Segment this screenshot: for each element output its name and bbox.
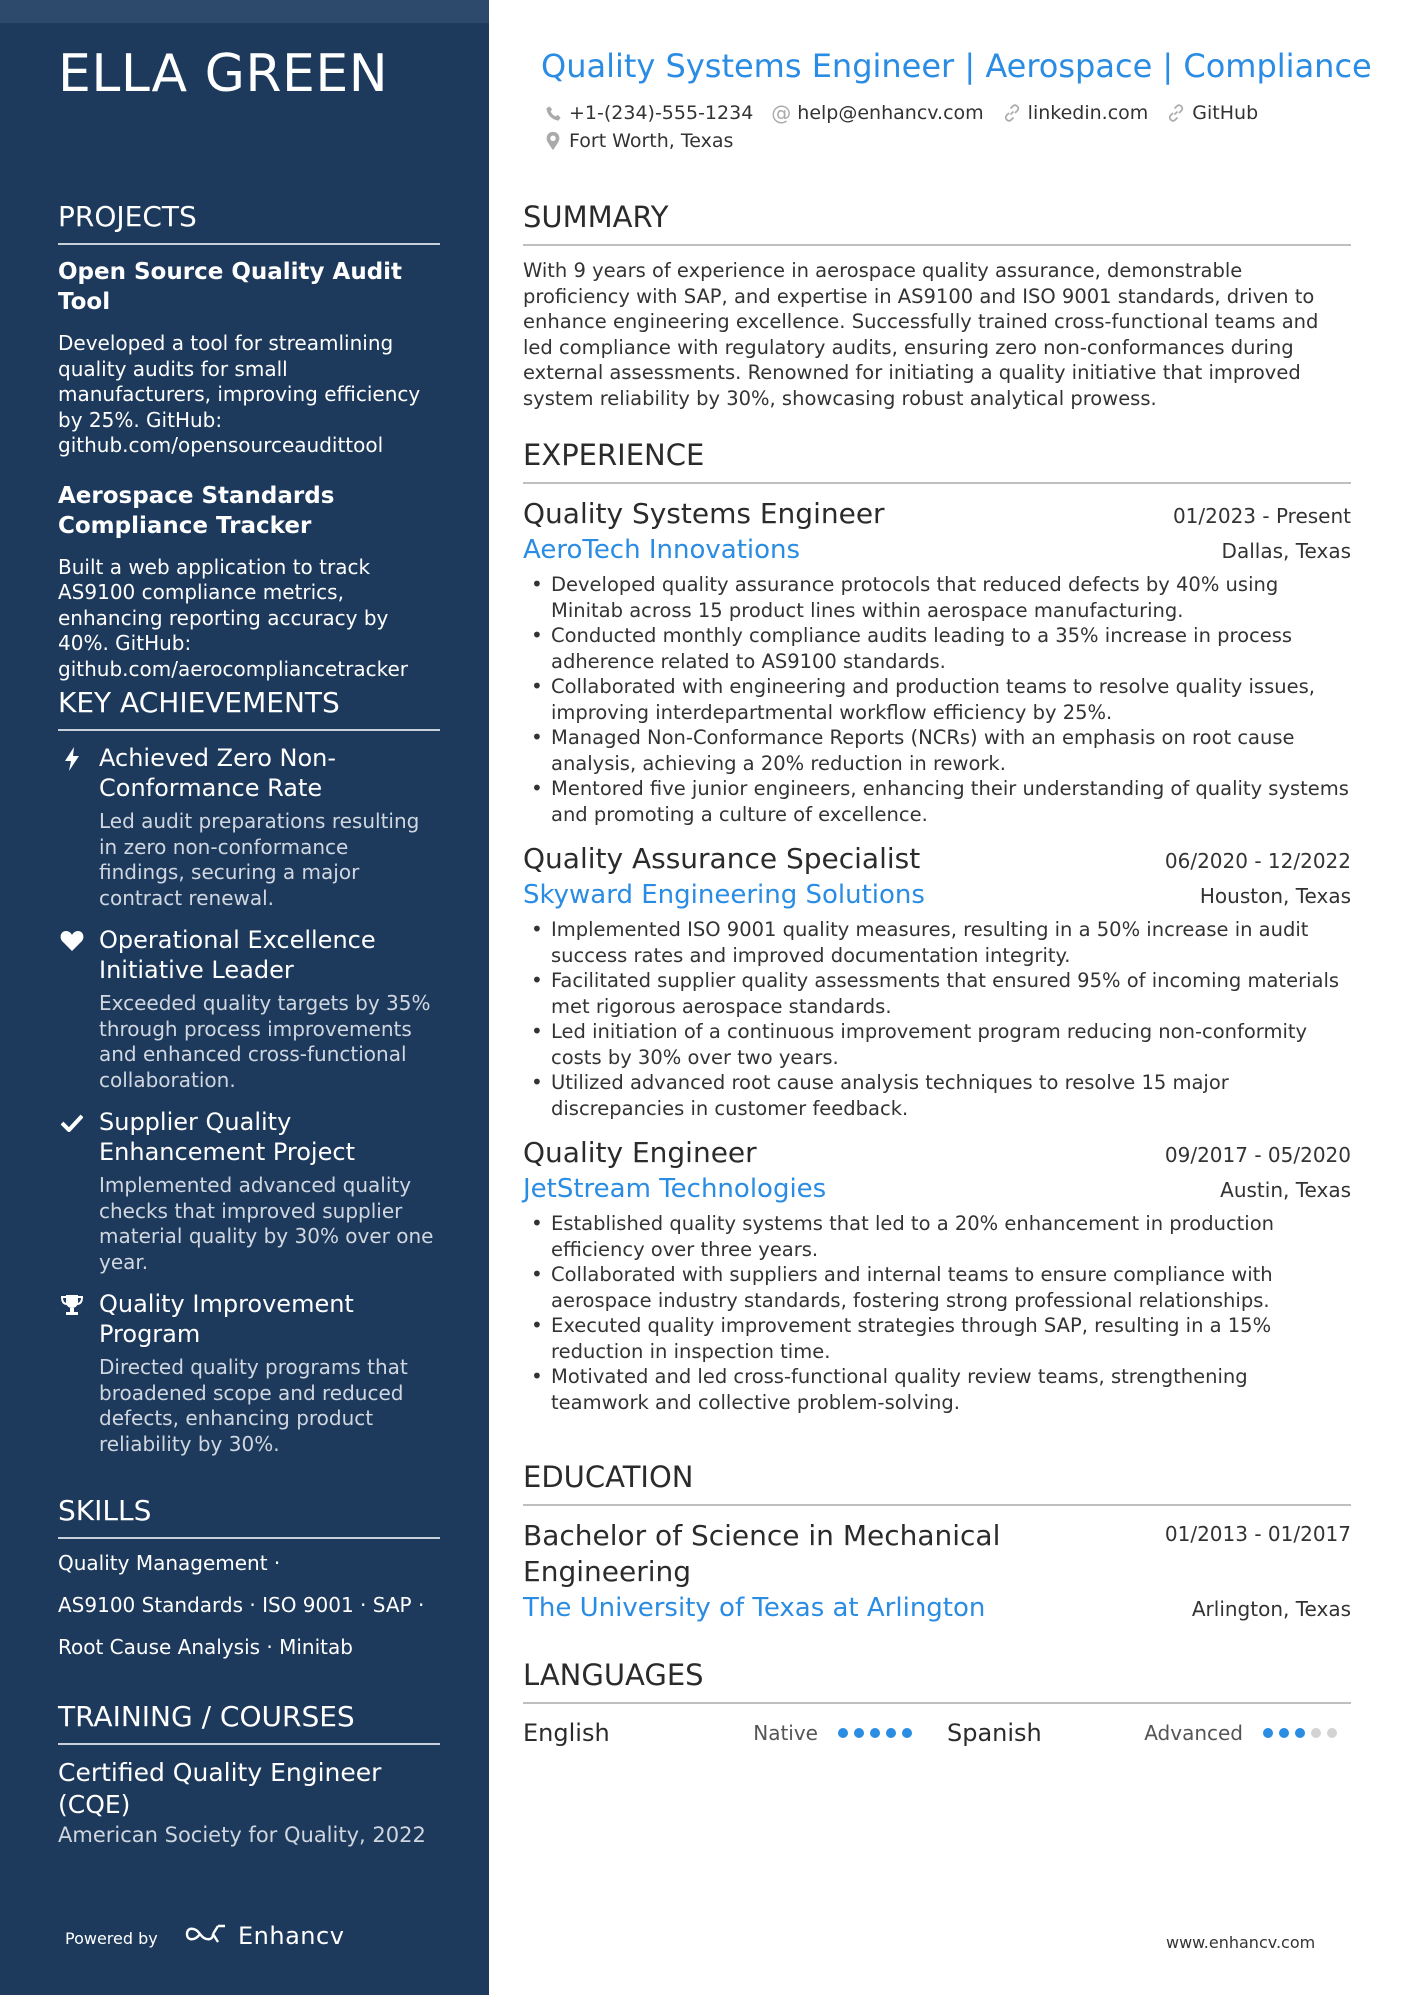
education-dates: 01/2013 - 01/2017 <box>1164 1522 1351 1546</box>
contact-row <box>543 100 1363 126</box>
linkedin-text: linkedin.com <box>1027 102 1149 124</box>
language-name: Spanish <box>947 1719 1042 1747</box>
job-bullet: • Motivated and led cross-functional quality review teams, strengthening teamwork and collective problem-solving. <box>523 1364 1351 1415</box>
job-dates: 06/2020 - 12/2022 <box>1164 849 1351 873</box>
project-title: Open Source Quality Audit Tool <box>58 259 403 315</box>
skill-line: Quality Management · <box>58 1551 281 1575</box>
link-icon <box>1002 103 1022 123</box>
languages-row <box>523 1716 1351 1750</box>
job-bullet: • Mentored five junior engineers, enhancing their understanding of quality systems and promoting a culture of excellence. <box>523 776 1351 827</box>
job-bullet: • Managed Non-Conformance Reports (NCRs) with an emphasis on root cause analysis, achieving a 20% reduction in rework. <box>523 725 1351 776</box>
project-item <box>58 257 440 459</box>
email-text: help@enhancv.com <box>797 102 984 124</box>
education-section <box>523 1460 1351 1626</box>
achievement-item <box>58 925 440 1093</box>
job-bullet: • Conducted monthly compliance audits leading to a 35% increase in process adherence related to AS9100 standards. <box>523 623 1351 674</box>
experience-section <box>523 438 1351 1429</box>
project-title: Aerospace Standards Compliance Tracker <box>58 482 335 539</box>
candidate-name: ELLA GREEN <box>58 44 389 104</box>
job-dates: 09/2017 - 05/2020 <box>1164 1143 1351 1167</box>
project-description: Developed a tool for streamlining quality audits for small manufacturers, improving efficiency by 25%. GitHub: github.com/opensourceaudittool <box>58 331 421 457</box>
trophy-icon <box>60 1293 84 1317</box>
phone-icon <box>543 103 563 123</box>
skills-heading: SKILLS <box>58 1494 440 1539</box>
summary-text: With 9 years of experience in aerospace quality assurance, demonstrable proficiency with SAP, and expertise in AS9100 and ISO 9001 standards, driven to enhance engineering excellence. Successfully trained cross-functional teams and led compliance with regulatory audits, ensuring zero non-conformances during external assessments. Renowned for initiating a quality initiative that improved system reliability by 30%, showcasing robust analytical prowess. <box>523 259 1319 410</box>
projects-heading: PROJECTS <box>58 200 440 245</box>
job-location: Houston, Texas <box>1199 884 1351 908</box>
heart-icon <box>60 929 84 953</box>
training-section <box>58 1700 440 1849</box>
degree-title: Bachelor of Science in Mechanical Engineering <box>523 1519 1001 1588</box>
job-title: Quality Systems Engineer <box>523 497 885 530</box>
rating-dot-filled <box>1263 1728 1273 1738</box>
job-bullets <box>523 1211 1351 1415</box>
project-description: Built a web application to track AS9100 compliance metrics, enhancing reporting accuracy by 40%. GitHub: github.com/aerocompliancetracker <box>58 554 408 681</box>
job-company: Skyward Engineering Solutions <box>523 880 925 910</box>
achievement-item <box>58 1289 440 1457</box>
job-company: JetStream Technologies <box>523 1174 827 1204</box>
job-entry <box>523 1135 1351 1415</box>
school-name: The University of Texas at Arlington <box>523 1593 986 1623</box>
rating-dot-empty <box>1327 1728 1337 1738</box>
phone-text: +1-(234)-555-1234 <box>569 102 754 124</box>
check-icon <box>60 1111 84 1135</box>
contact-email[interactable] <box>771 102 983 124</box>
enhancv-logo-icon <box>184 1923 228 1949</box>
achievement-title: Achieved Zero Non-Conformance Rate <box>99 744 337 802</box>
job-company: AeroTech Innovations <box>523 535 801 565</box>
link-icon <box>1166 103 1186 123</box>
job-bullet: • Developed quality assurance protocols that reduced defects by 40% using Minitab across 15 product lines within aerospace manufacturing. <box>523 572 1351 623</box>
sidebar-top-strip <box>0 0 489 23</box>
summary-section <box>523 200 1351 411</box>
language-level: Advanced <box>1144 1721 1243 1745</box>
location-pin-icon <box>543 131 563 151</box>
powered-by-label: Powered by <box>65 1929 158 1948</box>
job-bullet: • Collaborated with suppliers and internal teams to ensure compliance with aerospace industry standards, fostering strong professional relationships. <box>523 1262 1351 1313</box>
rating-dot-filled <box>870 1728 880 1738</box>
skill-line: AS9100 Standards · ISO 9001 · SAP · <box>58 1593 425 1617</box>
course-provider: American Society for Quality, 2022 <box>58 1823 426 1847</box>
rating-dot-filled <box>854 1728 864 1738</box>
at-icon: @ <box>771 101 792 125</box>
contact-info <box>543 100 1363 156</box>
language-level: Native <box>753 1721 818 1745</box>
project-item <box>58 481 440 683</box>
job-bullet: • Led initiation of a continuous improvement program reducing non-conformity costs by 30% over two years. <box>523 1019 1351 1070</box>
experience-heading: EXPERIENCE <box>523 438 1351 484</box>
projects-section <box>58 200 440 704</box>
contact-linkedin[interactable] <box>1002 102 1149 124</box>
achievements-heading: KEY ACHIEVEMENTS <box>58 686 440 731</box>
achievements-section <box>58 686 440 1471</box>
job-bullet: • Facilitated supplier quality assessments that ensured 95% of incoming materials met rigorous aerospace standards. <box>523 968 1351 1019</box>
headline: Quality Systems Engineer | Aerospace | Compliance <box>541 47 1372 85</box>
rating-dot-filled <box>838 1728 848 1738</box>
skills-section <box>58 1494 440 1677</box>
location-text: Fort Worth, Texas <box>569 130 734 152</box>
summary-heading: SUMMARY <box>523 200 1351 246</box>
achievement-title: Supplier Quality Enhancement Project <box>99 1108 355 1166</box>
achievement-item <box>58 1107 440 1275</box>
job-entry <box>523 841 1351 1121</box>
language-rating <box>838 1728 912 1738</box>
job-bullet: • Collaborated with engineering and production teams to resolve quality issues, improving interdepartmental workflow efficiency by 25%. <box>523 674 1351 725</box>
rating-dot-filled <box>886 1728 896 1738</box>
job-location: Austin, Texas <box>1220 1178 1351 1202</box>
skill-line: Root Cause Analysis · Minitab <box>58 1635 353 1659</box>
job-bullets <box>523 917 1351 1121</box>
github-text: GitHub <box>1192 102 1259 124</box>
enhancv-logo[interactable] <box>184 1922 344 1950</box>
achievement-description: Led audit preparations resulting in zero non-conformance findings, securing a major contract renewal. <box>99 809 420 910</box>
job-dates: 01/2023 - Present <box>1172 504 1351 528</box>
contact-phone[interactable] <box>543 102 753 124</box>
languages-heading: LANGUAGES <box>523 1658 1351 1704</box>
contact-row <box>543 128 1363 154</box>
achievement-title: Quality Improvement Program <box>99 1290 354 1348</box>
job-bullet: • Implemented ISO 9001 quality measures, resulting in a 50% increase in audit success rates and improved documentation integrity. <box>523 917 1351 968</box>
education-heading: EDUCATION <box>523 1460 1351 1506</box>
achievement-description: Exceeded quality targets by 35% through process improvements and enhanced cross-functional collaboration. <box>99 991 431 1092</box>
training-heading: TRAINING / COURSES <box>58 1700 440 1745</box>
job-bullets <box>523 572 1351 827</box>
enhancv-logo-text: Enhancv <box>238 1922 345 1950</box>
rating-dot-filled <box>1279 1728 1289 1738</box>
contact-location <box>543 130 733 152</box>
language-name: English <box>523 1719 610 1747</box>
rating-dot-empty <box>1311 1728 1321 1738</box>
job-entry <box>523 496 1351 827</box>
achievement-description: Implemented advanced quality checks that improved supplier material quality by 30% over one year. <box>99 1173 434 1274</box>
education-location: Arlington, Texas <box>1191 1597 1351 1621</box>
footer-url[interactable]: www.enhancv.com <box>1166 1933 1316 1952</box>
achievement-description: Directed quality programs that broadened scope and reduced defects, enhancing product reliability by 30%. <box>99 1355 408 1456</box>
job-location: Dallas, Texas <box>1221 539 1351 563</box>
contact-github[interactable] <box>1166 102 1258 124</box>
job-bullet: • Established quality systems that led to a 20% enhancement in production efficiency over three years. <box>523 1211 1351 1262</box>
languages-section <box>523 1658 1351 1750</box>
job-bullet: • Utilized advanced root cause analysis techniques to resolve 15 major discrepancies in customer feedback. <box>523 1070 1351 1121</box>
course-title: Certified Quality Engineer (CQE) <box>58 1758 382 1819</box>
job-title: Quality Assurance Specialist <box>523 842 921 875</box>
job-title: Quality Engineer <box>523 1136 757 1169</box>
rating-dot-filled <box>1295 1728 1305 1738</box>
job-bullet: • Executed quality improvement strategies through SAP, resulting in a 15% reduction in inspection time. <box>523 1313 1351 1364</box>
achievement-title: Operational Excellence Initiative Leader <box>99 926 376 984</box>
language-rating <box>1263 1728 1337 1738</box>
bolt-icon <box>60 747 84 771</box>
rating-dot-filled <box>902 1728 912 1738</box>
sidebar <box>0 0 489 1995</box>
achievement-item <box>58 743 440 911</box>
